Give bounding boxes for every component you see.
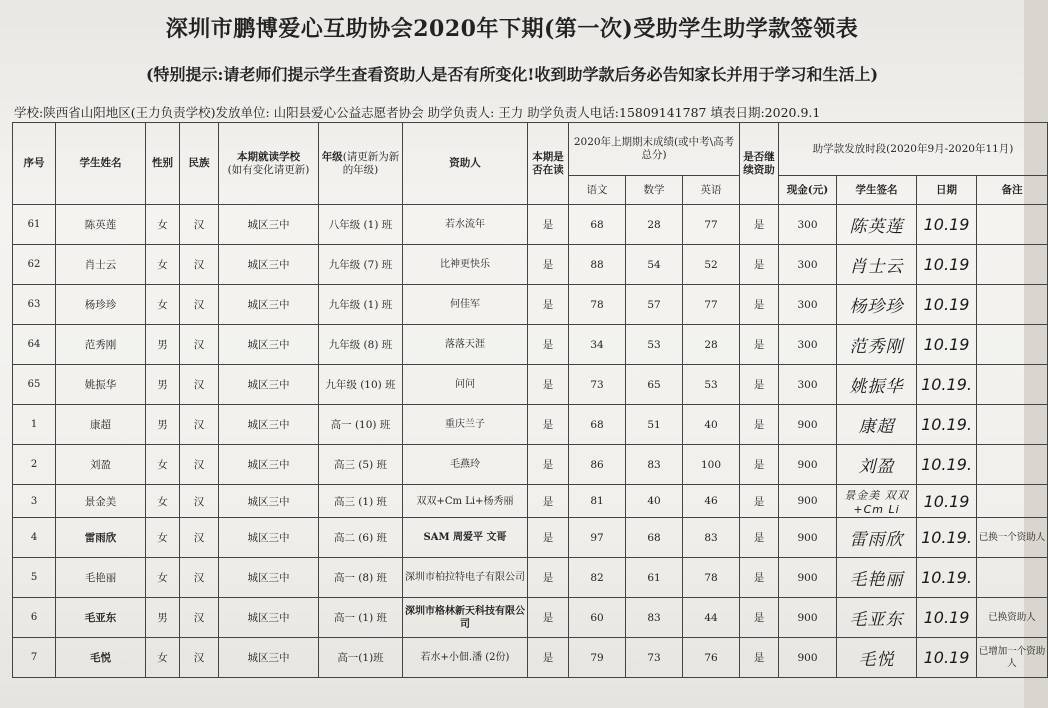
cell-date: 10.19: [917, 485, 977, 518]
cell-date: 10.19: [917, 205, 977, 245]
cell-seq: 5: [13, 558, 56, 598]
cell-seq: 1: [13, 405, 56, 445]
cell-signature: 姚振华: [837, 365, 917, 405]
cell-enrolled: 是: [528, 445, 569, 485]
header-grade-sub: (请更新为新的年级): [342, 150, 400, 176]
cell-ethnic: 汉: [180, 518, 219, 558]
cell-enrolled: 是: [528, 325, 569, 365]
cell-name: 雷雨欣: [56, 518, 146, 558]
header-name: 学生姓名: [56, 123, 146, 205]
cell-continue: 是: [740, 598, 779, 638]
cell-signature: 陈英莲: [837, 205, 917, 245]
cell-cash: 900: [779, 445, 837, 485]
cell-date: 10.19.: [917, 445, 977, 485]
cell-chinese: 97: [569, 518, 626, 558]
cell-school: 城区三中: [219, 638, 319, 678]
cell-english: 78: [683, 558, 740, 598]
header-english: 英语: [683, 176, 740, 205]
cell-date: 10.19.: [917, 365, 977, 405]
cell-english: 52: [683, 245, 740, 285]
cell-seq: 3: [13, 485, 56, 518]
header-school: [219, 123, 319, 205]
cell-remark: [977, 365, 1048, 405]
cell-gender: 男: [146, 405, 180, 445]
cell-grade: 高一 (8) 班: [319, 558, 403, 598]
cell-english: 83: [683, 518, 740, 558]
header-scores: 2020年上期期末成绩(或中考\高考总分): [569, 123, 740, 176]
cell-continue: 是: [740, 518, 779, 558]
cell-signature: 毛悦: [837, 638, 917, 678]
cell-school: 城区三中: [219, 285, 319, 325]
cell-signature: 毛艳丽: [837, 558, 917, 598]
header-remark: 备注: [977, 176, 1048, 205]
cell-remark: [977, 325, 1048, 365]
table-row: [13, 518, 1048, 558]
cell-remark: 已增加一个资助人: [977, 638, 1048, 678]
header-grade-main: 年级: [321, 150, 343, 163]
cell-grade: 八年级 (1) 班: [319, 205, 403, 245]
header-gender: 性别: [146, 123, 180, 205]
cell-signature: 刘盈: [837, 445, 917, 485]
cell-sponsor: 落落天涯: [403, 325, 528, 365]
header-school-sub: (如有变化请更新): [227, 163, 310, 176]
header-chinese: 语文: [569, 176, 626, 205]
cell-continue: 是: [740, 245, 779, 285]
cell-name: 毛亚东: [56, 598, 146, 638]
cell-grade: 高一 (1) 班: [319, 598, 403, 638]
header-continue: 是否继续资助: [740, 123, 779, 205]
table-row: [13, 205, 1048, 245]
cell-cash: 300: [779, 325, 837, 365]
table-row: [13, 485, 1048, 518]
header-payment: 助学款发放时段(2020年9月-2020年11月): [779, 123, 1048, 176]
cell-school: 城区三中: [219, 205, 319, 245]
cell-gender: 女: [146, 518, 180, 558]
table-row: [13, 285, 1048, 325]
cell-continue: 是: [740, 325, 779, 365]
cell-continue: 是: [740, 205, 779, 245]
cell-english: 44: [683, 598, 740, 638]
cell-cash: 900: [779, 638, 837, 678]
cell-ethnic: 汉: [180, 325, 219, 365]
header-math: 数学: [626, 176, 683, 205]
cell-school: 城区三中: [219, 485, 319, 518]
cell-enrolled: 是: [528, 205, 569, 245]
header-seq: 序号: [13, 123, 56, 205]
header-date: 日期: [917, 176, 977, 205]
cell-ethnic: 汉: [180, 285, 219, 325]
cell-enrolled: 是: [528, 365, 569, 405]
cell-english: 28: [683, 325, 740, 365]
cell-sponsor: 若水+小佃.潘 (2份): [403, 638, 528, 678]
cell-english: 77: [683, 285, 740, 325]
header-ethnic: 民族: [180, 123, 219, 205]
cell-grade: 九年级 (8) 班: [319, 325, 403, 365]
table-row: [13, 638, 1048, 678]
table-row: [13, 405, 1048, 445]
cell-gender: 女: [146, 485, 180, 518]
cell-gender: 女: [146, 245, 180, 285]
cell-english: 40: [683, 405, 740, 445]
table-row: [13, 365, 1048, 405]
cell-ethnic: 汉: [180, 638, 219, 678]
cell-enrolled: 是: [528, 518, 569, 558]
cell-grade: 九年级 (1) 班: [319, 285, 403, 325]
cell-remark: [977, 405, 1048, 445]
cell-math: 57: [626, 285, 683, 325]
cell-english: 77: [683, 205, 740, 245]
table-row: [13, 325, 1048, 365]
cell-math: 53: [626, 325, 683, 365]
cell-grade: 九年级 (7) 班: [319, 245, 403, 285]
cell-school: 城区三中: [219, 365, 319, 405]
cell-gender: 女: [146, 205, 180, 245]
cell-ethnic: 汉: [180, 598, 219, 638]
cell-school: 城区三中: [219, 325, 319, 365]
cell-enrolled: 是: [528, 285, 569, 325]
cell-sponsor: 毛燕玲: [403, 445, 528, 485]
cell-school: 城区三中: [219, 245, 319, 285]
cell-gender: 女: [146, 558, 180, 598]
cell-remark: [977, 245, 1048, 285]
cell-grade: 九年级 (10) 班: [319, 365, 403, 405]
cell-seq: 62: [13, 245, 56, 285]
cell-gender: 男: [146, 365, 180, 405]
cell-enrolled: 是: [528, 405, 569, 445]
cell-remark: [977, 285, 1048, 325]
cell-remark: [977, 445, 1048, 485]
cell-chinese: 88: [569, 245, 626, 285]
cell-ethnic: 汉: [180, 205, 219, 245]
cell-enrolled: 是: [528, 638, 569, 678]
cell-grade: 高一(1)班: [319, 638, 403, 678]
cell-gender: 女: [146, 638, 180, 678]
form-title: 深圳市鹏博爱心互助协会2020年下期(第一次)受助学生助学款签领表: [165, 16, 859, 42]
cell-date: 10.19.: [917, 518, 977, 558]
cell-ethnic: 汉: [180, 245, 219, 285]
cell-ethnic: 汉: [180, 558, 219, 598]
cell-chinese: 79: [569, 638, 626, 678]
cell-cash: 900: [779, 405, 837, 445]
cell-seq: 2: [13, 445, 56, 485]
cell-sponsor: 若水流年: [403, 205, 528, 245]
cell-cash: 300: [779, 285, 837, 325]
cell-cash: 900: [779, 485, 837, 518]
cell-math: 68: [626, 518, 683, 558]
cell-ethnic: 汉: [180, 445, 219, 485]
cell-signature: 毛亚东: [837, 598, 917, 638]
cell-continue: 是: [740, 405, 779, 445]
cell-english: 76: [683, 638, 740, 678]
cell-grade: 高二 (6) 班: [319, 518, 403, 558]
cell-continue: 是: [740, 285, 779, 325]
cell-name: 景金美: [56, 485, 146, 518]
cell-english: 100: [683, 445, 740, 485]
cell-continue: 是: [740, 365, 779, 405]
cell-cash: 300: [779, 365, 837, 405]
cell-english: 53: [683, 365, 740, 405]
table-body: [13, 205, 1048, 678]
cell-date: 10.19: [917, 285, 977, 325]
table-row: [13, 598, 1048, 638]
cell-school: 城区三中: [219, 558, 319, 598]
cell-enrolled: 是: [528, 485, 569, 518]
cell-chinese: 81: [569, 485, 626, 518]
cell-chinese: 60: [569, 598, 626, 638]
cell-school: 城区三中: [219, 518, 319, 558]
cell-math: 83: [626, 598, 683, 638]
cell-remark: [977, 485, 1048, 518]
cell-date: 10.19: [917, 638, 977, 678]
cell-sponsor: 双双+Cm Li+杨秀丽: [403, 485, 528, 518]
cell-remark: [977, 558, 1048, 598]
cell-ethnic: 汉: [180, 485, 219, 518]
table-row: [13, 445, 1048, 485]
cell-school: 城区三中: [219, 405, 319, 445]
cell-name: 康超: [56, 405, 146, 445]
header-school-main: 本期就读学校: [237, 150, 300, 163]
school-info-line: 学校:陕西省山阳地区(王力负责学校)发放单位: 山阳县爱心公益志愿者协会 助学负责人: 王力 助学负责人电话:15809141787 填表日期:2020.9.1: [14, 105, 821, 120]
cell-chinese: 73: [569, 365, 626, 405]
cell-name: 陈英莲: [56, 205, 146, 245]
cell-grade: 高三 (1) 班: [319, 485, 403, 518]
cell-chinese: 34: [569, 325, 626, 365]
cell-remark: 已换资助人: [977, 598, 1048, 638]
cell-sponsor: 重庆兰子: [403, 405, 528, 445]
cell-ethnic: 汉: [180, 365, 219, 405]
cell-sponsor: 何佳军: [403, 285, 528, 325]
cell-name: 刘盈: [56, 445, 146, 485]
cell-enrolled: 是: [528, 598, 569, 638]
cell-grade: 高一 (10) 班: [319, 405, 403, 445]
cell-sponsor: 比神更快乐: [403, 245, 528, 285]
cell-date: 10.19.: [917, 558, 977, 598]
table-row: [13, 245, 1048, 285]
header-enrolled: 本期是否在读: [528, 123, 569, 205]
cell-math: 28: [626, 205, 683, 245]
cell-gender: 女: [146, 445, 180, 485]
cell-name: 肖士云: [56, 245, 146, 285]
cell-signature: 雷雨欣: [837, 518, 917, 558]
cell-math: 40: [626, 485, 683, 518]
cell-date: 10.19.: [917, 405, 977, 445]
cell-cash: 900: [779, 558, 837, 598]
cell-chinese: 68: [569, 205, 626, 245]
cell-math: 73: [626, 638, 683, 678]
header-cash: 现金(元): [779, 176, 837, 205]
cell-name: 姚振华: [56, 365, 146, 405]
cell-math: 54: [626, 245, 683, 285]
table-row: [13, 558, 1048, 598]
cell-remark: [977, 205, 1048, 245]
cell-seq: 65: [13, 365, 56, 405]
cell-math: 61: [626, 558, 683, 598]
cell-continue: 是: [740, 638, 779, 678]
cell-seq: 6: [13, 598, 56, 638]
cell-date: 10.19: [917, 245, 977, 285]
cell-date: 10.19: [917, 325, 977, 365]
cell-english: 46: [683, 485, 740, 518]
cell-enrolled: 是: [528, 245, 569, 285]
cell-cash: 900: [779, 518, 837, 558]
cell-sponsor: SAM 周爱平 文哥: [403, 518, 528, 558]
cell-gender: 男: [146, 325, 180, 365]
cell-name: 毛悦: [56, 638, 146, 678]
cell-school: 城区三中: [219, 598, 319, 638]
cell-seq: 61: [13, 205, 56, 245]
cell-gender: 女: [146, 285, 180, 325]
cell-date: 10.19: [917, 598, 977, 638]
cell-name: 范秀刚: [56, 325, 146, 365]
cell-chinese: 82: [569, 558, 626, 598]
cell-school: 城区三中: [219, 445, 319, 485]
cell-seq: 7: [13, 638, 56, 678]
cell-enrolled: 是: [528, 558, 569, 598]
header-grade: [319, 123, 403, 205]
cell-sponsor: 深圳市柏拉特电子有限公司: [403, 558, 528, 598]
cell-chinese: 86: [569, 445, 626, 485]
cell-chinese: 78: [569, 285, 626, 325]
cell-chinese: 68: [569, 405, 626, 445]
cell-math: 83: [626, 445, 683, 485]
header-signature: 学生签名: [837, 176, 917, 205]
header-sponsor: 资助人: [403, 123, 528, 205]
cell-signature: 杨珍珍: [837, 285, 917, 325]
cell-continue: 是: [740, 445, 779, 485]
cell-math: 51: [626, 405, 683, 445]
cell-seq: 4: [13, 518, 56, 558]
cell-cash: 300: [779, 245, 837, 285]
cell-remark: 已换一个资助人: [977, 518, 1048, 558]
cell-cash: 900: [779, 598, 837, 638]
cell-seq: 63: [13, 285, 56, 325]
cell-seq: 64: [13, 325, 56, 365]
student-aid-table: [12, 122, 1048, 678]
special-notice: (特别提示:请老师们提示学生查看资助人是否有所变化!收到助学款后务必告知家长并用于学习和生活上): [145, 65, 879, 84]
cell-signature: 景金美 双双+Cm Li: [837, 485, 917, 518]
cell-continue: 是: [740, 485, 779, 518]
cell-continue: 是: [740, 558, 779, 598]
cell-sponsor: 问问: [403, 365, 528, 405]
cell-name: 杨珍珍: [56, 285, 146, 325]
cell-sponsor: 深圳市格林新天科技有限公司: [403, 598, 528, 638]
cell-grade: 高三 (5) 班: [319, 445, 403, 485]
cell-cash: 300: [779, 205, 837, 245]
cell-signature: 康超: [837, 405, 917, 445]
cell-signature: 肖士云: [837, 245, 917, 285]
cell-gender: 男: [146, 598, 180, 638]
cell-ethnic: 汉: [180, 405, 219, 445]
cell-math: 65: [626, 365, 683, 405]
cell-signature: 范秀刚: [837, 325, 917, 365]
cell-name: 毛艳丽: [56, 558, 146, 598]
